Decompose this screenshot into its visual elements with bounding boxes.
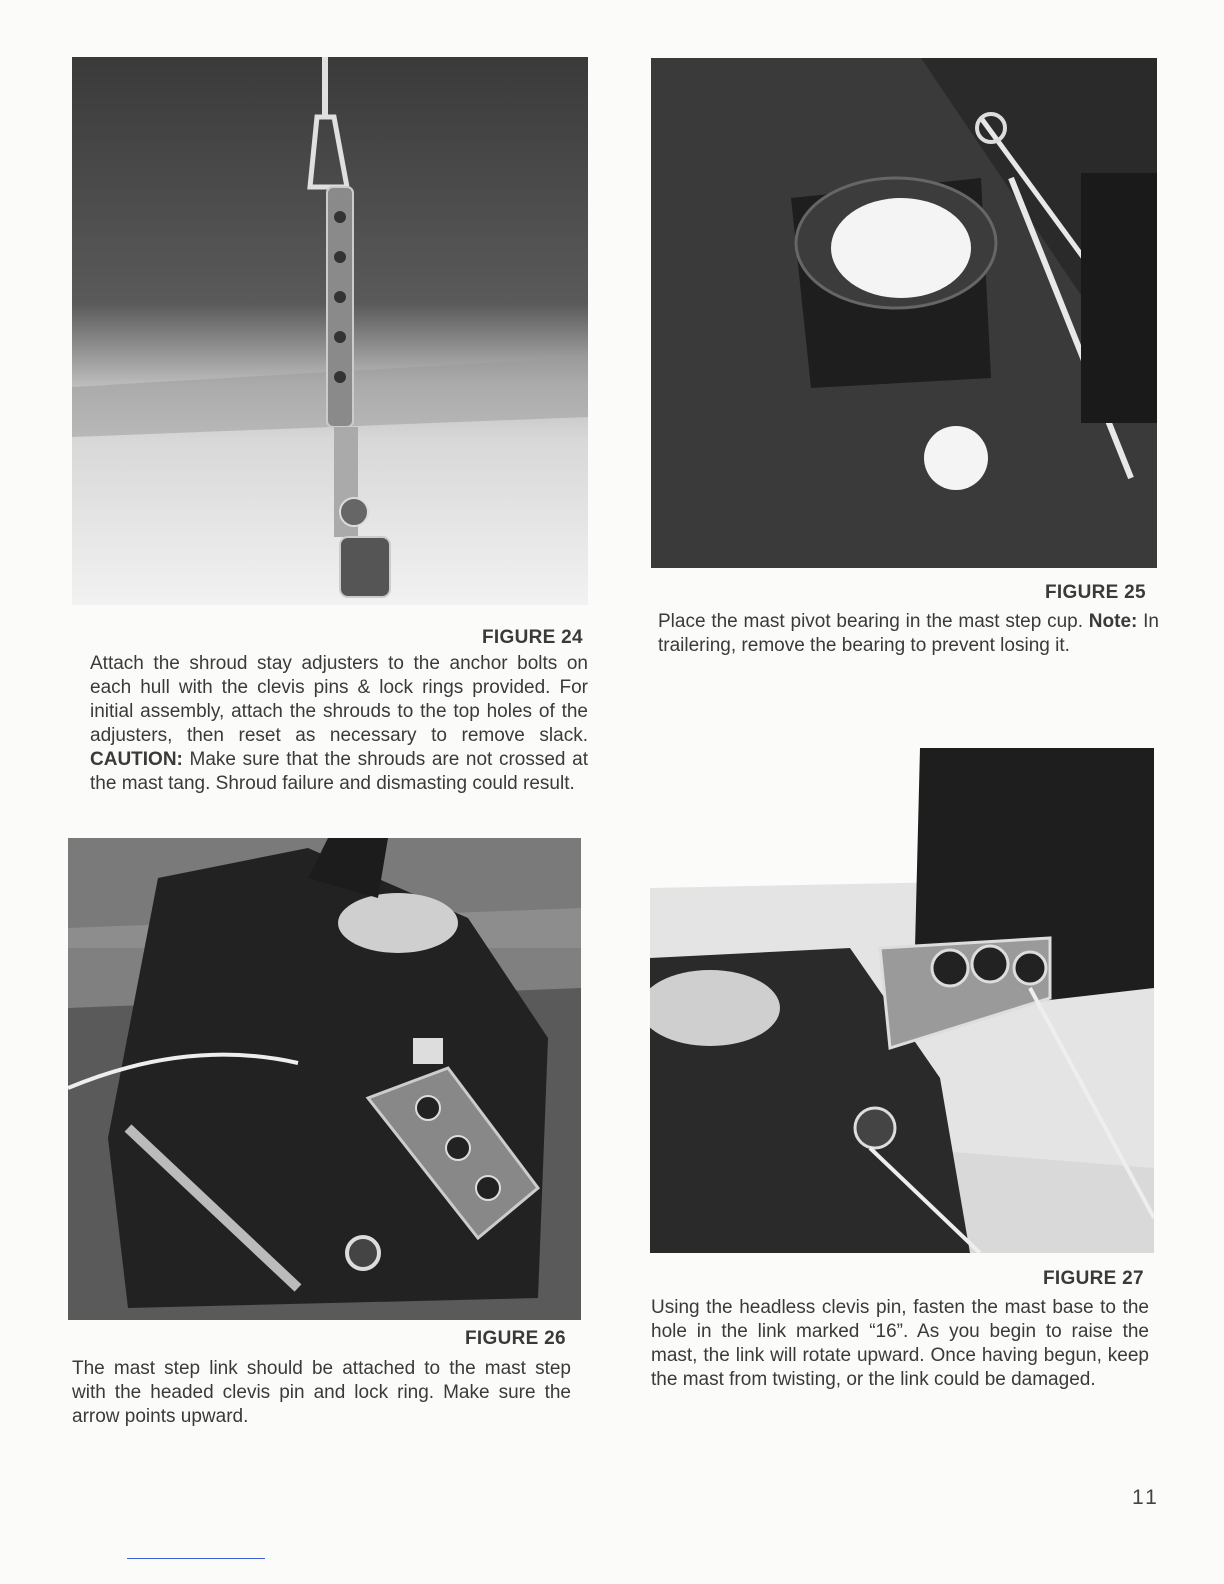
figure-24-caption-part-b: Make sure that the shrouds are not crossed at the mast tang. Shroud failure and dismasting could result. xyxy=(90,749,588,794)
figure-27-label: FIGURE 27 xyxy=(1043,1268,1144,1289)
figure-25-label: FIGURE 25 xyxy=(1045,582,1146,603)
figure-24-photo xyxy=(72,57,588,605)
figure-26-photo xyxy=(68,838,581,1320)
figure-26-caption: The mast step link should be attached to the mast step with the headed clevis pin and lock ring. Make sure the arrow points upward. xyxy=(72,1358,571,1427)
figure-24-caption xyxy=(90,652,588,796)
figure-24-caption-part-a: Attach the shroud stay adjusters to the anchor bolts on each hull with the clevis pins & lock rings provided. For initial assembly, attach the shrouds to the top holes of the adjusters, then reset as necessary to remove slack. xyxy=(90,653,588,746)
footer-rule xyxy=(127,1558,265,1559)
figure-25-caption xyxy=(658,610,1159,658)
page-number: 11 xyxy=(1132,1486,1160,1509)
figure-25-photo xyxy=(651,58,1157,568)
figure-24-label: FIGURE 24 xyxy=(482,627,583,648)
figure-26-label: FIGURE 26 xyxy=(465,1328,566,1349)
figure-25-caption-part-b: In trailering, remove the bearing to prevent losing it. xyxy=(658,611,1160,656)
note-label: Note: xyxy=(1088,611,1138,632)
figure-27-caption: Using the headless clevis pin, fasten the mast base to the hole in the link marked “16”. As you begin to raise the mast, the link will rotate upward. Once having begun, keep the mast from twisting, or the link could be damaged. xyxy=(651,1297,1149,1390)
caution-label: CAUTION: xyxy=(90,749,183,770)
figure-27-photo xyxy=(650,748,1154,1253)
figure-25-caption-part-a: Place the mast pivot bearing in the mast step cup. xyxy=(658,611,1089,632)
